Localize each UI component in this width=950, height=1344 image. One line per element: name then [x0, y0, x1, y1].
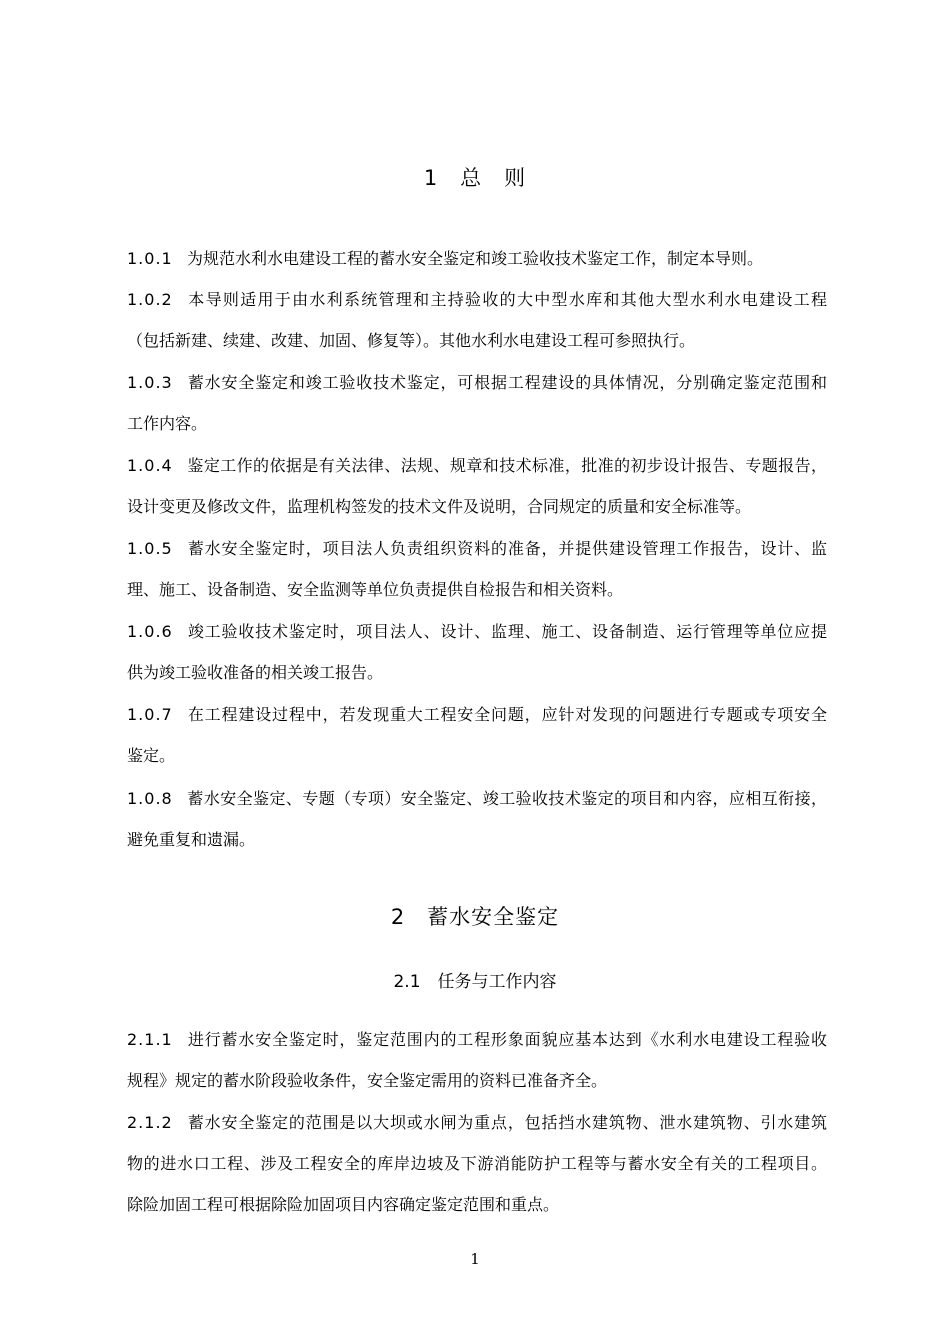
clause-2-1-1 — [127, 1019, 827, 1101]
clause-line: 规程》规定的蓄水阶段验收条件，安全鉴定需用的资料已准备齐全。 — [127, 1071, 608, 1090]
clause-text: 本导则适用于由水利系统管理和主持验收的大中型水库和其他大型水利水电建设工程 — [187, 290, 827, 309]
clause-text: 鉴定工作的依据是有关法律、法规、规章和技术标准，批准的初步设计报告、专题报告， — [187, 456, 827, 475]
clause-line: 鉴定。 — [127, 746, 176, 765]
clause-1-0-1 — [127, 238, 827, 279]
chapter-1-title: 1 总 则 — [423, 166, 527, 190]
clause-line: 理、施工、设备制造、安全监测等单位负责提供自检报告和相关资料。 — [127, 580, 624, 599]
clause-line: （包括新建、续建、改建、加固、修复等）。其他水利水电建设工程可参照执行。 — [127, 331, 696, 350]
clause-text: 蓄水安全鉴定和竣工验收技术鉴定，可根据工程建设的具体情况，分别确定鉴定范围和 — [187, 373, 827, 392]
clause-1-0-2 — [127, 279, 827, 361]
clause-1-0-7 — [127, 694, 827, 776]
clause-number: 1.0.1 — [127, 249, 173, 268]
clause-line — [127, 238, 827, 279]
clause-line: 供为竣工验收准备的相关竣工报告。 — [127, 663, 384, 682]
clause-number: 2.1.2 — [127, 1113, 173, 1132]
page-number: 1 — [470, 1250, 480, 1268]
clause-number: 2.1.1 — [127, 1030, 173, 1049]
clause-line — [127, 362, 827, 403]
clause-line: 工作内容。 — [127, 414, 208, 433]
clause-1-0-6 — [127, 611, 827, 693]
clause-text: 竣工验收技术鉴定时，项目法人、设计、监理、施工、设备制造、运行管理等单位应提 — [187, 622, 827, 641]
clause-number: 1.0.7 — [127, 705, 173, 724]
clause-text: 蓄水安全鉴定时，项目法人负责组织资料的准备，并提供建设管理工作报告，设计、监 — [187, 539, 827, 558]
clause-line — [127, 445, 827, 486]
clause-number: 1.0.2 — [127, 290, 173, 309]
clause-line: 设计变更及修改文件，监理机构签发的技术文件及说明，合同规定的质量和安全标准等。 — [127, 497, 752, 516]
clause-number: 1.0.8 — [127, 789, 173, 808]
clause-1-0-5 — [127, 528, 827, 610]
clause-1-0-4 — [127, 445, 827, 527]
clause-number: 1.0.6 — [127, 622, 173, 641]
clause-text: 在工程建设过程中，若发现重大工程安全问题，应针对发现的问题进行专题或专项安全 — [187, 705, 827, 724]
clause-line — [127, 1019, 827, 1060]
clause-1-0-3 — [127, 362, 827, 444]
clause-number: 1.0.3 — [127, 373, 173, 392]
clause-line: 避免重复和遗漏。 — [127, 830, 256, 849]
clause-text: 为规范水利水电建设工程的蓄水安全鉴定和竣工验收技术鉴定工作，制定本导则。 — [187, 249, 764, 268]
section-2-1-title: 2.1 任务与工作内容 — [393, 972, 557, 992]
clause-line: 除险加固工程可根据除险加固项目内容确定鉴定范围和重点。 — [127, 1195, 560, 1214]
clause-number: 1.0.5 — [127, 539, 173, 558]
clause-text: 蓄水安全鉴定的范围是以大坝或水闸为重点，包括挡水建筑物、泄水建筑物、引水建筑 — [187, 1113, 827, 1132]
chapter-2-title: 2 蓄水安全鉴定 — [390, 905, 560, 929]
clause-text: 进行蓄水安全鉴定时，鉴定范围内的工程形象面貌应基本达到《水利水电建设工程验收 — [187, 1030, 827, 1049]
clause-text: 蓄水安全鉴定、专题（专项）安全鉴定、竣工验收技术鉴定的项目和内容，应相互衔接， — [187, 789, 827, 808]
clause-line — [127, 611, 827, 652]
clause-1-0-8 — [127, 778, 827, 860]
clause-line — [127, 279, 827, 320]
clause-number: 1.0.4 — [127, 456, 173, 475]
clause-line — [127, 694, 827, 735]
clause-line: 物的进水口工程、涉及工程安全的库岸边坡及下游消能防护工程等与蓄水安全有关的工程项目。 — [127, 1154, 827, 1173]
clause-2-1-2 — [127, 1102, 827, 1225]
clause-line — [127, 1102, 827, 1143]
clause-line — [127, 528, 827, 569]
clause-line — [127, 778, 827, 819]
